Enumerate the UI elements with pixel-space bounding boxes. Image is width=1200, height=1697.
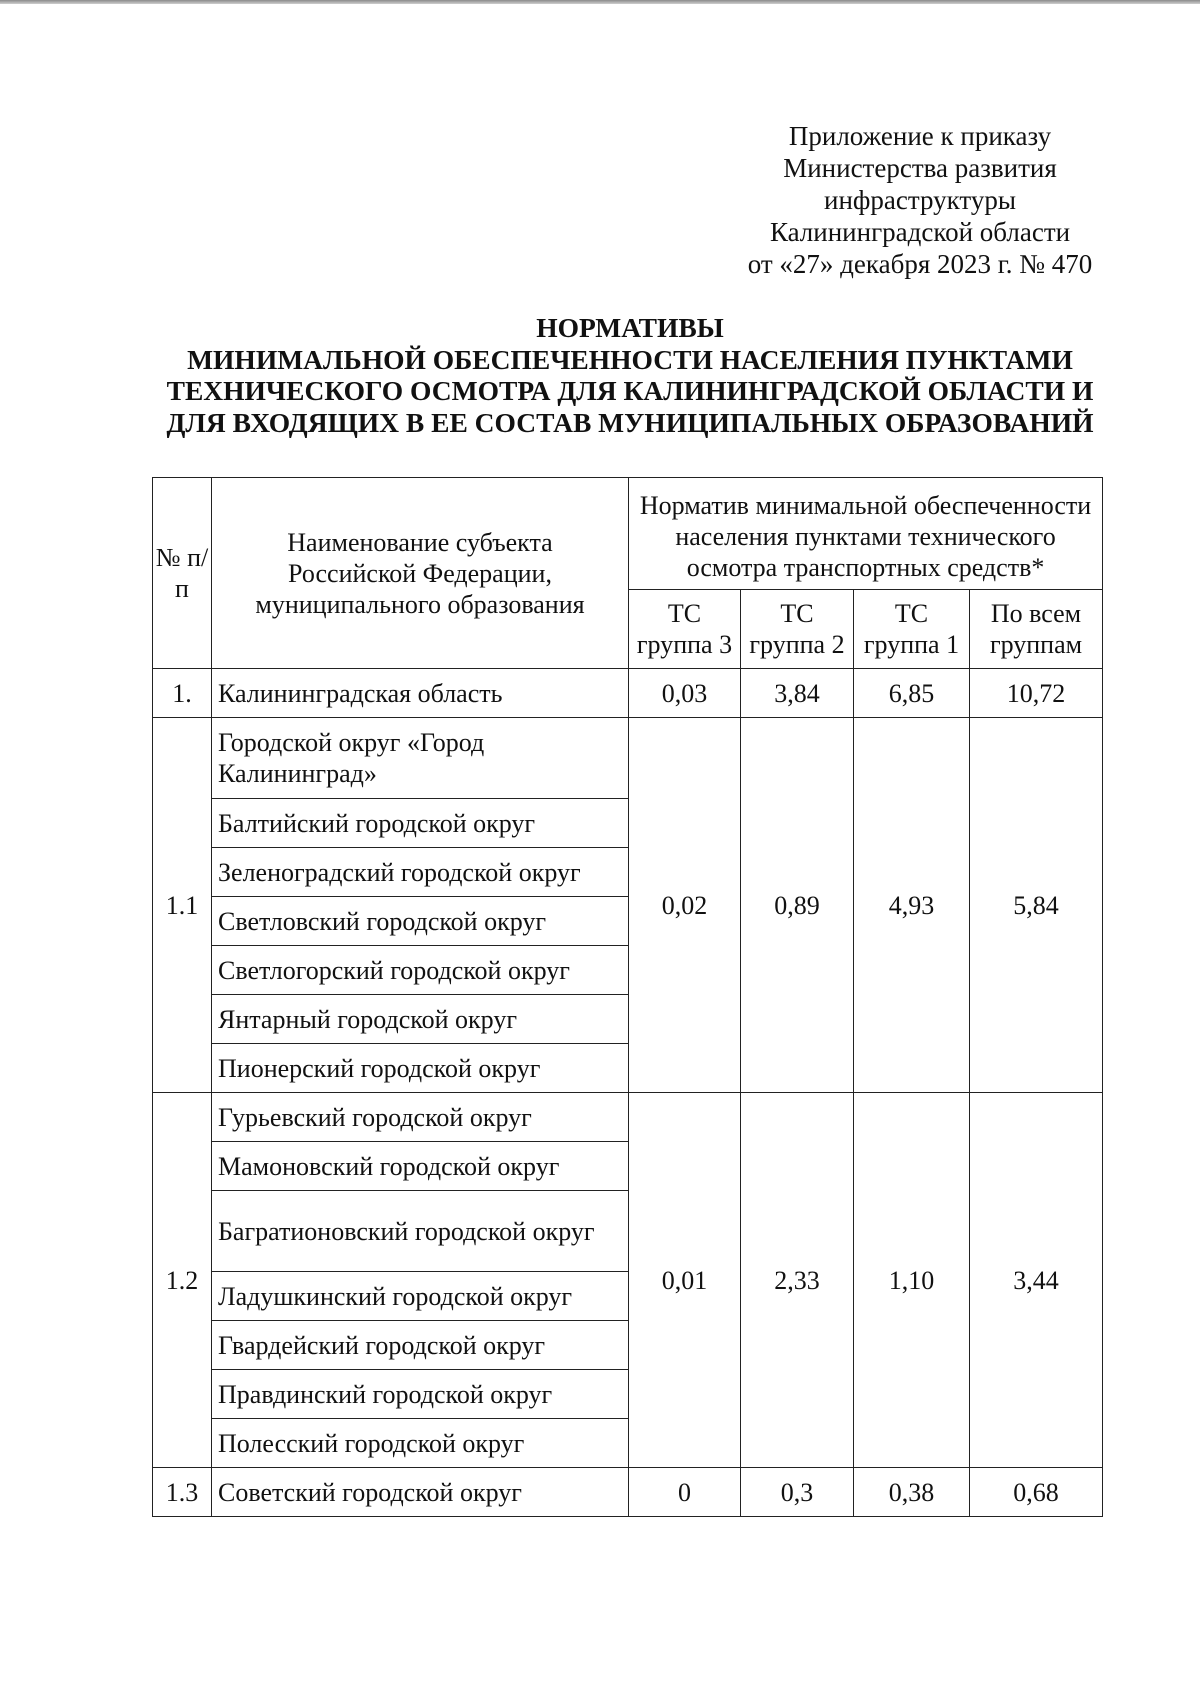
title-line: ТЕХНИЧЕСКОГО ОСМОТРА ДЛЯ КАЛИНИНГРАДСКОЙ ОБЛАСТИ И [166, 375, 1094, 406]
header-all-groups: По всем группам [970, 590, 1103, 669]
row-name: Балтийский городской округ [212, 799, 629, 848]
header-group-3: ТС группа 3 [629, 590, 741, 669]
header-group-1: ТС группа 1 [854, 590, 970, 669]
value-all-groups: 10,72 [970, 669, 1103, 718]
header-group-2: ТС группа 2 [741, 590, 854, 669]
row-name: Правдинский городской округ [212, 1370, 629, 1419]
row-num: 1. [153, 669, 212, 718]
row-name: Гвардейский городской округ [212, 1321, 629, 1370]
table-row [153, 1093, 1103, 1142]
row-name: Калининградская область [212, 669, 629, 718]
appendix-line: инфраструктуры [824, 185, 1016, 215]
title-line: МИНИМАЛЬНОЙ ОБЕСПЕЧЕННОСТИ НАСЕЛЕНИЯ ПУНКТАМИ [187, 343, 1073, 375]
header-norm: Норматив минимальной обеспеченности населения пунктами технического осмотра транспортных средств* [629, 478, 1103, 590]
appendix-line: Приложение к приказу [788, 121, 1052, 151]
row-name: Светлогорский городской округ [212, 946, 629, 995]
value-group-2: 0,3 [741, 1468, 854, 1517]
title-line: ДЛЯ ВХОДЯЩИХ В ЕЕ СОСТАВ МУНИЦИПАЛЬНЫХ ОБРАЗОВАНИЙ [166, 406, 1094, 438]
row-name: Полесский городской округ [212, 1419, 629, 1468]
value-group-3: 0,03 [629, 669, 741, 718]
row-name: Янтарный городской округ [212, 995, 629, 1044]
norms-table [152, 477, 1103, 1517]
row-name: Пионерский городской округ [212, 1044, 629, 1093]
table-row [153, 1468, 1103, 1517]
value-group-1: 0,38 [854, 1468, 970, 1517]
row-name: Светловский городской округ [212, 897, 629, 946]
value-group-1: 1,10 [854, 1093, 970, 1468]
value-all-groups: 5,84 [970, 718, 1103, 1093]
row-num: 1.1 [153, 718, 212, 1093]
table-row [153, 669, 1103, 718]
value-group-1: 6,85 [854, 669, 970, 718]
appendix-line: от «27» декабря 2023 г. № 470 [747, 249, 1093, 279]
document-title [100, 312, 1160, 438]
row-name: Багратионовский городской округ [212, 1191, 629, 1272]
appendix-note [690, 120, 1150, 280]
value-group-1: 4,93 [854, 718, 970, 1093]
row-name: Гурьевский городской округ [212, 1093, 629, 1142]
row-name: Городской округ «Город Калининград» [212, 718, 629, 799]
row-name: Мамоновский городской округ [212, 1142, 629, 1191]
row-num: 1.2 [153, 1093, 212, 1468]
value-group-3: 0,01 [629, 1093, 741, 1468]
value-group-2: 0,89 [741, 718, 854, 1093]
appendix-line: Калининградской области [769, 217, 1071, 247]
value-group-2: 3,84 [741, 669, 854, 718]
value-group-3: 0 [629, 1468, 741, 1517]
row-name: Ладушкинский городской округ [212, 1272, 629, 1321]
value-group-2: 2,33 [741, 1093, 854, 1468]
scan-edge [0, 0, 1200, 4]
table-row [153, 718, 1103, 799]
header-num: № п/п [153, 478, 212, 669]
header-row [153, 478, 1103, 590]
row-name: Советский городской округ [212, 1468, 629, 1517]
value-all-groups: 0,68 [970, 1468, 1103, 1517]
value-all-groups: 3,44 [970, 1093, 1103, 1468]
appendix-line: Министерства развития [783, 153, 1057, 183]
title-line: НОРМАТИВЫ [536, 312, 724, 343]
row-name: Зеленоградский городской округ [212, 848, 629, 897]
header-name: Наименование субъекта Российской Федерации, муниципального образования [212, 478, 629, 669]
value-group-3: 0,02 [629, 718, 741, 1093]
row-num: 1.3 [153, 1468, 212, 1517]
